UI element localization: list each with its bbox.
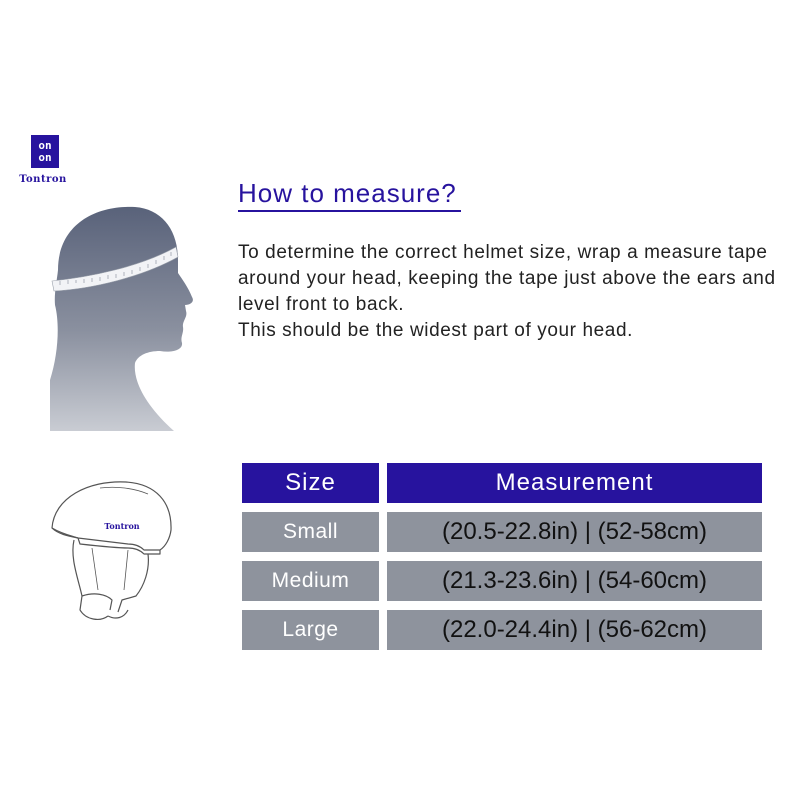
logo-mark-top: on [38,139,52,152]
logo-mark [31,135,59,168]
widest-part-note: This should be the widest part of your head. [238,320,634,341]
table-row [242,561,762,601]
measurement-value: (22.0-24.4in) | (56-62cm) [387,610,762,650]
head-shape [50,207,193,431]
instructions-paragraph: To determine the correct helmet size, wrap a measure tape around your head, keeping the tape just above the ears and level front to back. [238,242,776,315]
logo-mark-bottom: on [38,151,52,164]
helmet-shell [52,482,171,550]
measurement-value: (21.3-23.6in) | (54-60cm) [387,561,762,601]
header-size: Size [242,463,379,503]
table-row [242,512,762,552]
page-title: How to measure? [238,176,461,212]
brand-name: Tontron [19,174,67,185]
measurement-value: (20.5-22.8in) | (52-58cm) [387,512,762,552]
head-silhouette-illustration [50,205,200,435]
size-label: Large [242,610,379,650]
header-measurement: Measurement [387,463,762,503]
helmet-brand-label: Tontron [104,521,140,531]
table-row [242,610,762,650]
size-chart-table [242,463,762,659]
helmet-illustration [48,478,188,628]
size-label: Medium [242,561,379,601]
table-header-row [242,463,762,503]
size-label: Small [242,512,379,552]
